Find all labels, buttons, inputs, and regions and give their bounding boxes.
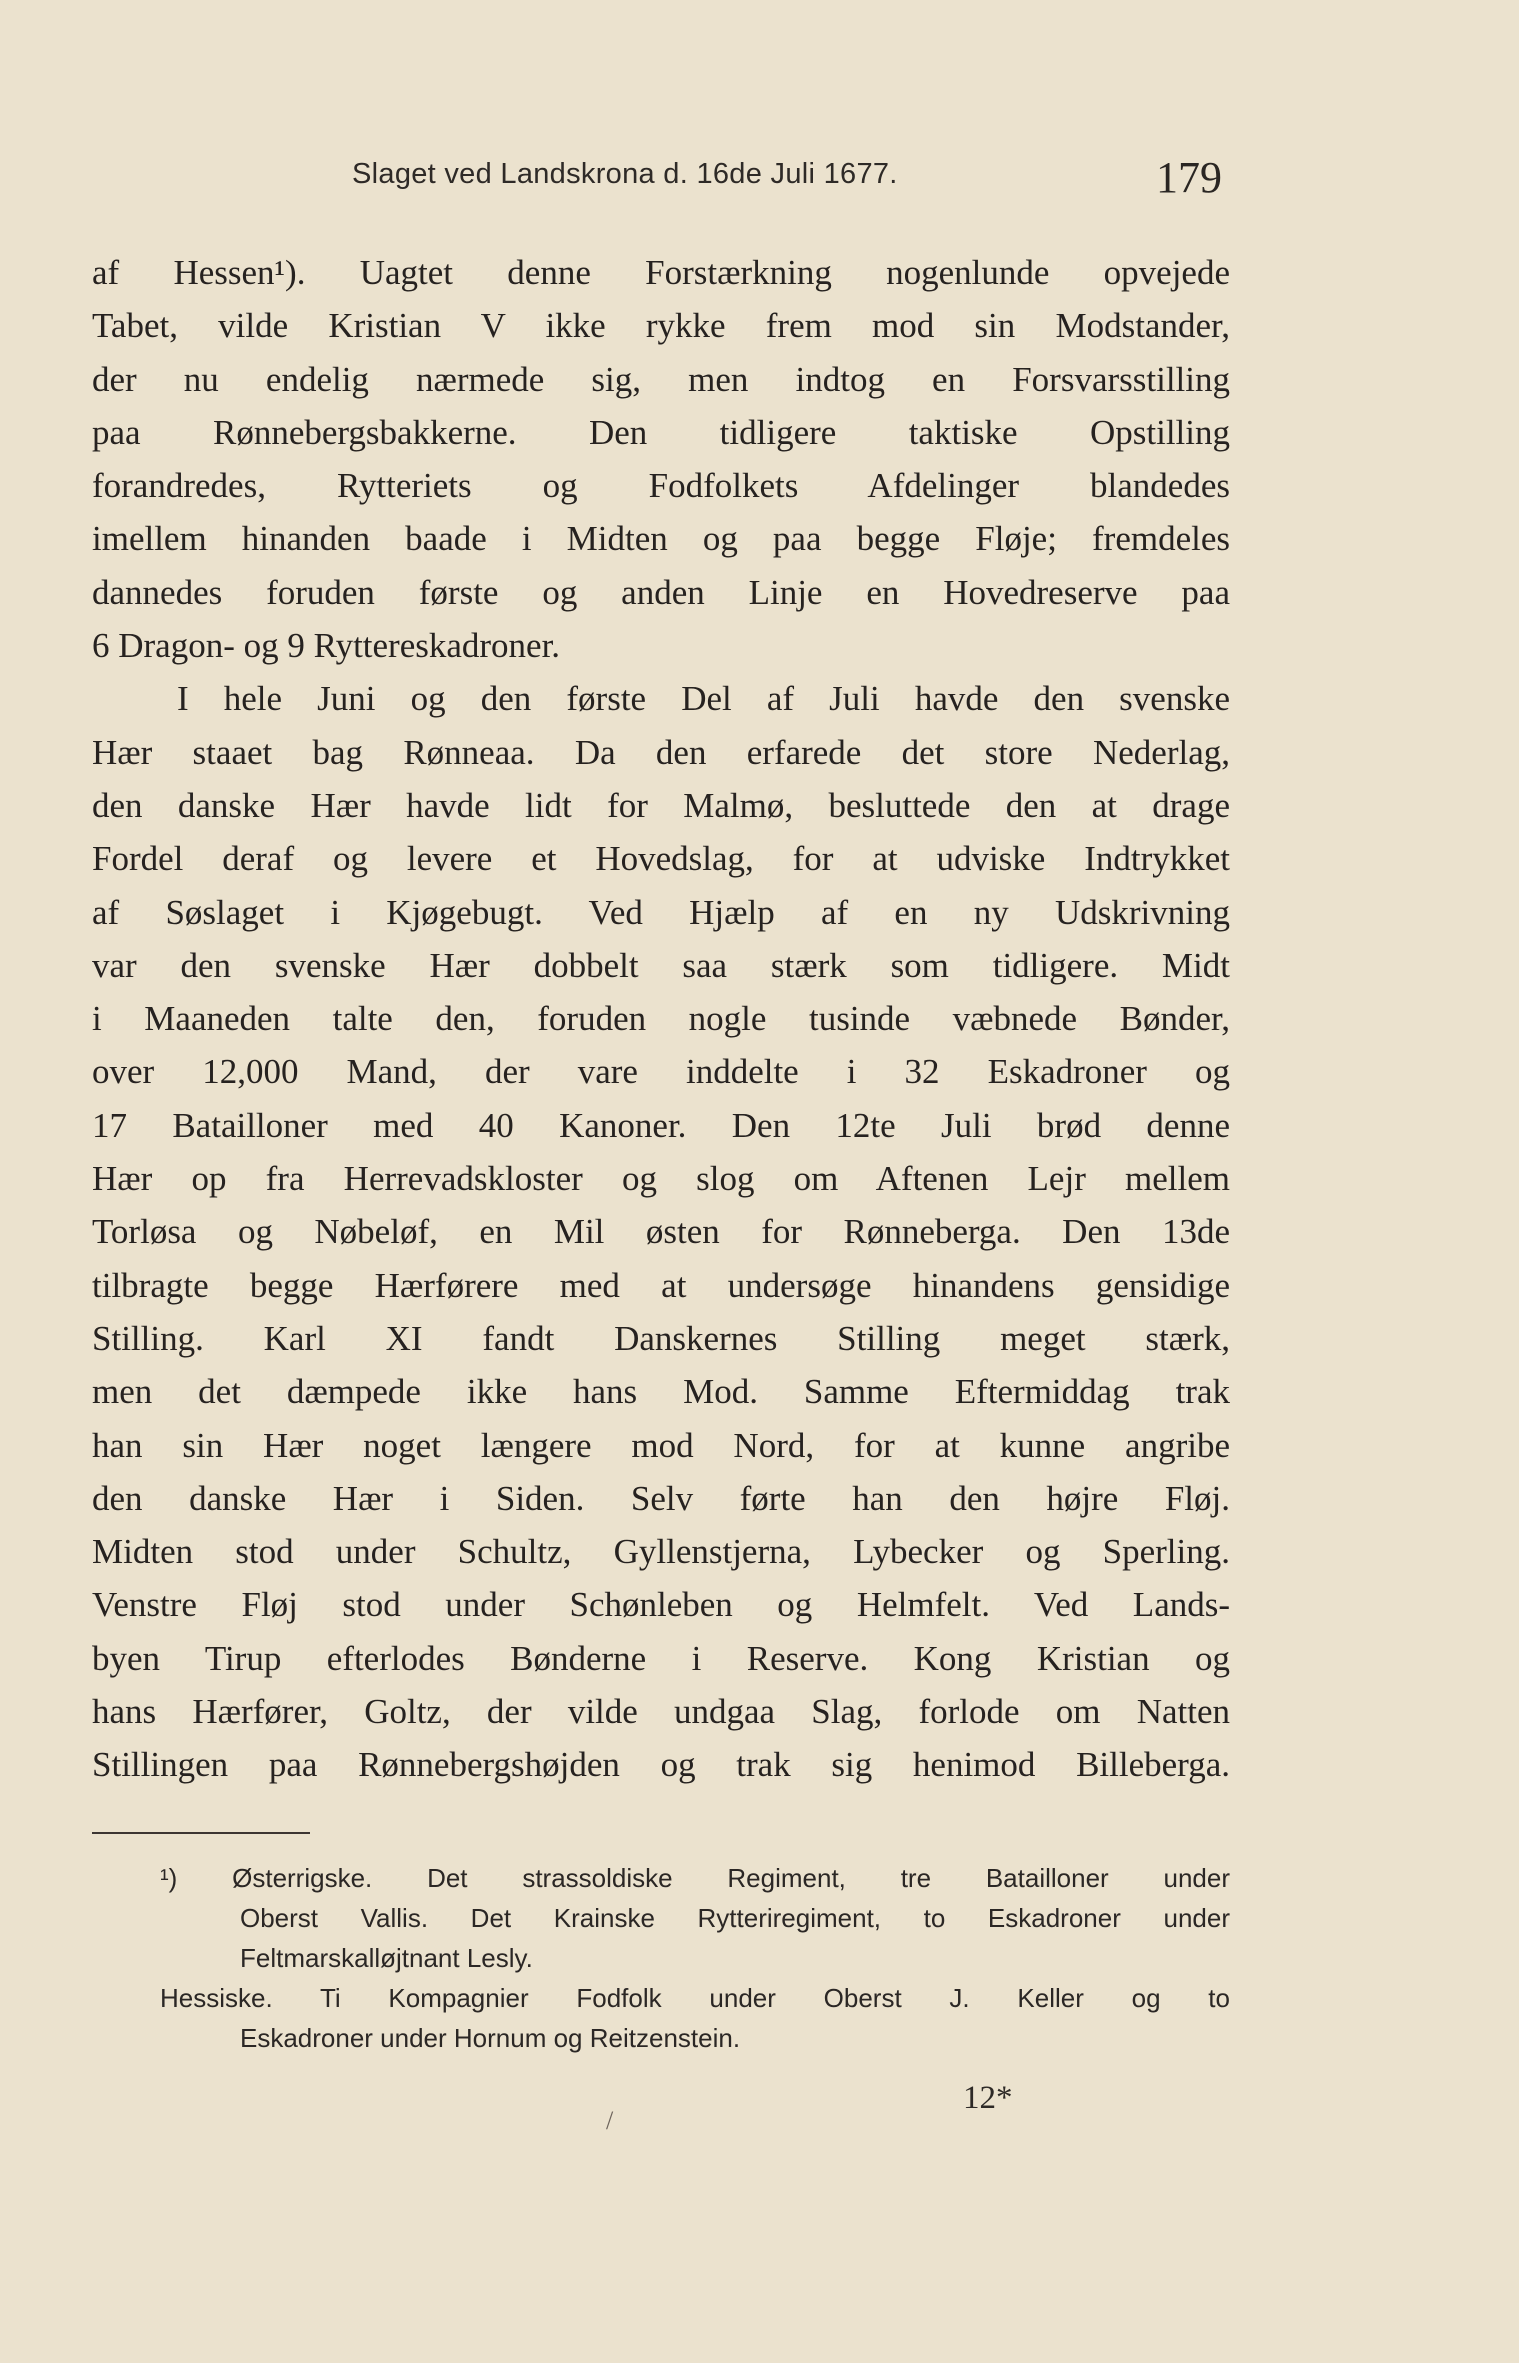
text-line: Stilling. Karl XI fandt Danskernes Stilling meget stærk, [92,1318,1230,1358]
text-line: Hær staaet bag Rønneaa. Da den erfarede det store Nederlag, [92,732,1230,772]
text-line: imellem hinanden baade i Midten og paa begge Fløje; fremdeles [92,519,1230,559]
text-line: over 12,000 Mand, der vare inddelte i 32 Eskadroner og [92,1052,1230,1092]
text-line: den danske Hær i Siden. Selv førte han den højre Fløj. [92,1478,1230,1518]
footnote-line: Feltmarskalløjtnant Lesly. [240,1943,533,1973]
text-line: var den svenske Hær dobbelt saa stærk som tidligere. Midt [92,945,1230,985]
text-line: Midten stod under Schultz, Gyllenstjerna, Lybecker og Sperling. [92,1532,1230,1572]
text-line: den danske Hær havde lidt for Malmø, besluttede den at drage [92,785,1230,825]
footnote-divider [92,1832,310,1834]
running-title: Slaget ved Landskrona d. 16de Juli 1677. [352,158,898,190]
text-line: men det dæmpede ikke hans Mod. Samme Eftermiddag trak [92,1372,1230,1412]
footnote-line: Hessiske. Ti Kompagnier Fodfolk under Oberst J. Keller og to [160,1983,1230,2013]
text-line: Venstre Fløj stod under Schønleben og Helmfelt. Ved Lands- [92,1585,1230,1625]
text-line: af Hessen¹). Uagtet denne Forstærkning nogenlunde opvejede [92,253,1230,292]
text-line: han sin Hær noget længere mod Nord, for at kunne angribe [92,1425,1230,1465]
text-line: Stillingen paa Rønnebergshøjden og trak sig henimod Billeberga. [92,1745,1230,1785]
text-line: hans Hærfører, Goltz, der vilde undgaa Slag, forlode om Natten [92,1692,1230,1732]
text-line: Fordel deraf og levere et Hovedslag, for at udviske Indtrykket [92,839,1230,879]
text-line: 17 Batailloner med 40 Kanoner. Den 12te Juli brød denne [92,1105,1230,1145]
text-line: Hær op fra Herrevadskloster og slog om Aftenen Lejr mellem [92,1159,1230,1199]
printer-signature-mark: 12* [963,2080,1013,2116]
body-text [92,246,1230,1792]
text-line: 6 Dragon- og 9 Rytterеskadroner. [92,626,561,666]
footnote-line: ¹) Østerrigske. Det strassoldiske Regiment, tre Batailloner under [160,1863,1230,1893]
stray-pen-mark: / [606,2106,614,2135]
text-line: forandredes, Rytteriets og Fodfolkets Afdelinger blandedes [92,466,1230,506]
footnote-line: Eskadroner under Hornum og Reitzenstein. [240,2023,741,2053]
text-line: byen Tirup efterlodes Bønderne i Reserve. Kong Kristian og [92,1638,1230,1678]
text-line: tilbragte begge Hærførere med at undersøge hinandens gensidige [92,1265,1230,1305]
text-line: der nu endelig nærmede sig, men indtog en Forsvarsstilling [92,359,1230,399]
text-line: Tabet, vilde Kristian V ikke rykke frem mod sin Modstander, [92,306,1230,346]
text-line: af Søslaget i Kjøgebugt. Ved Hjælp af en ny Udskrivning [92,892,1230,932]
page-number: 179 [1156,153,1222,202]
footnote-line: Oberst Vallis. Det Krainske Rytteriregiment, to Eskadroner under [240,1903,1230,1933]
footnotes [92,1858,1230,2058]
page-header [92,150,1230,210]
text-line: Torløsa og Nøbeløf, en Mil østen for Rønneberga. Den 13de [92,1212,1230,1252]
text-line: i Maaneden talte den, foruden nogle tusinde væbnede Bønder, [92,999,1230,1039]
text-line: paa Rønnebergsbakkerne. Den tidligere taktiske Opstilling [92,412,1230,452]
text-line: dannedes foruden første og anden Linje en Hovedreserve paa [92,572,1230,612]
paragraph-start-line: I hele Juni og den første Del af Juli havde den svenske [177,679,1230,719]
